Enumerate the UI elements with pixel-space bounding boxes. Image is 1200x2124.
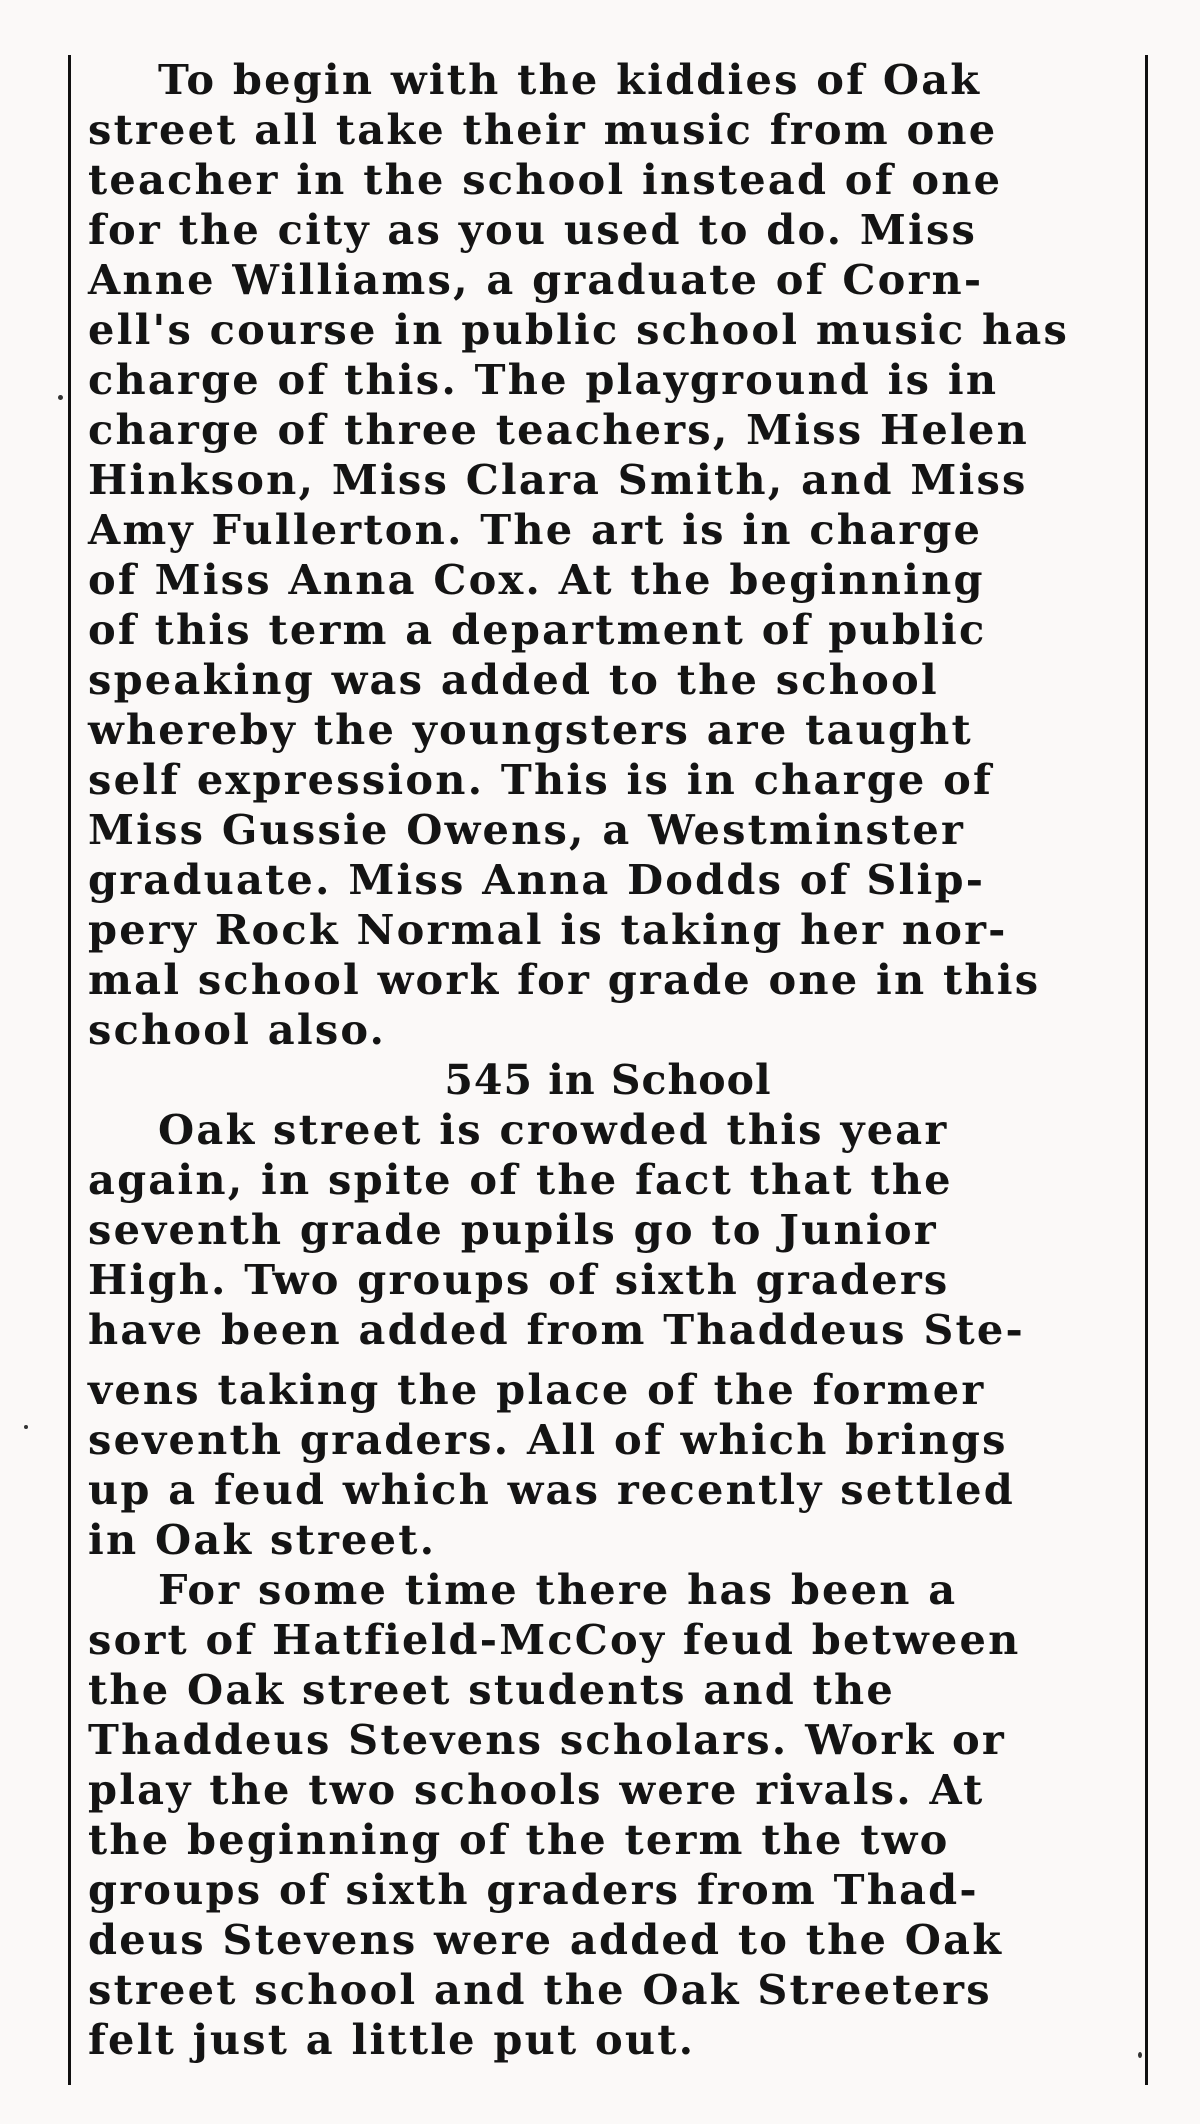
article-line: vens taking the place of the former [88, 1365, 986, 1414]
article-line: whereby the youngsters are taught [88, 705, 973, 754]
article-line: seventh grade pupils go to Junior [88, 1205, 938, 1254]
article-line: teacher in the school instead of one [88, 155, 1003, 204]
article-line: seventh graders. All of which brings [88, 1415, 1008, 1464]
column-rule-right [1145, 55, 1148, 2085]
article-line: speaking was added to the school [88, 655, 939, 704]
article-line: mal school work for grade one in this [88, 955, 1041, 1004]
article-line: have been added from Thaddeus Ste- [88, 1305, 1025, 1354]
article-line: For some time there has been a [158, 1565, 958, 1614]
article-line: street all take their music from one [88, 105, 998, 154]
ink-speck [58, 395, 63, 400]
article-line: in Oak street. [88, 1515, 437, 1564]
article-column-bottom [88, 1365, 1128, 2065]
article-line: again, in spite of the fact that the [88, 1155, 953, 1204]
article-line: school also. [88, 1005, 387, 1054]
article-line: To begin with the kiddies of Oak [158, 55, 982, 104]
article-line: Oak street is crowded this year [158, 1105, 949, 1154]
article-line: pery Rock Normal is taking her nor- [88, 905, 1008, 954]
article-line: Amy Fullerton. The art is in charge [88, 505, 983, 554]
article-line: self expression. This is in charge of [88, 755, 994, 804]
article-line: charge of this. The playground is in [88, 355, 999, 404]
ink-speck [1138, 2052, 1142, 2058]
article-line: the beginning of the term the two [88, 1815, 950, 1864]
article-line: up a feud which was recently settled [88, 1465, 1015, 1514]
article-line: sort of Hatfield-McCoy feud between [88, 1615, 1021, 1664]
article-line: graduate. Miss Anna Dodds of Slip- [88, 855, 986, 904]
article-line: charge of three teachers, Miss Helen [88, 405, 1029, 454]
article-line: Hinkson, Miss Clara Smith, and Miss [88, 455, 1028, 504]
article-line: play the two schools were rivals. At [88, 1765, 985, 1814]
article-line: deus Stevens were added to the Oak [88, 1915, 1004, 1964]
article-line: High. Two groups of sixth graders [88, 1255, 950, 1304]
article-line: Miss Gussie Owens, a Westminster [88, 805, 966, 854]
article-line: of Miss Anna Cox. At the beginning [88, 555, 985, 604]
column-rule-left [68, 55, 71, 2085]
article-line: Thaddeus Stevens scholars. Work or [88, 1715, 1006, 1764]
article-line: groups of sixth graders from Thad- [88, 1865, 979, 1914]
article-line: ell's course in public school music has [88, 305, 1070, 354]
section-subhead: 545 in School [444, 1056, 772, 1104]
ink-speck [24, 1425, 28, 1429]
article-line: Anne Williams, a graduate of Corn- [88, 255, 984, 304]
article-line: of this term a department of public [88, 605, 987, 654]
article-line: for the city as you used to do. Miss [88, 205, 978, 254]
article-line: felt just a little put out. [88, 2015, 696, 2064]
newspaper-clipping [68, 55, 1148, 2085]
article-column-top [88, 55, 1128, 1355]
article-line: the Oak street students and the [88, 1665, 896, 1714]
article-line: street school and the Oak Streeters [88, 1965, 992, 2014]
